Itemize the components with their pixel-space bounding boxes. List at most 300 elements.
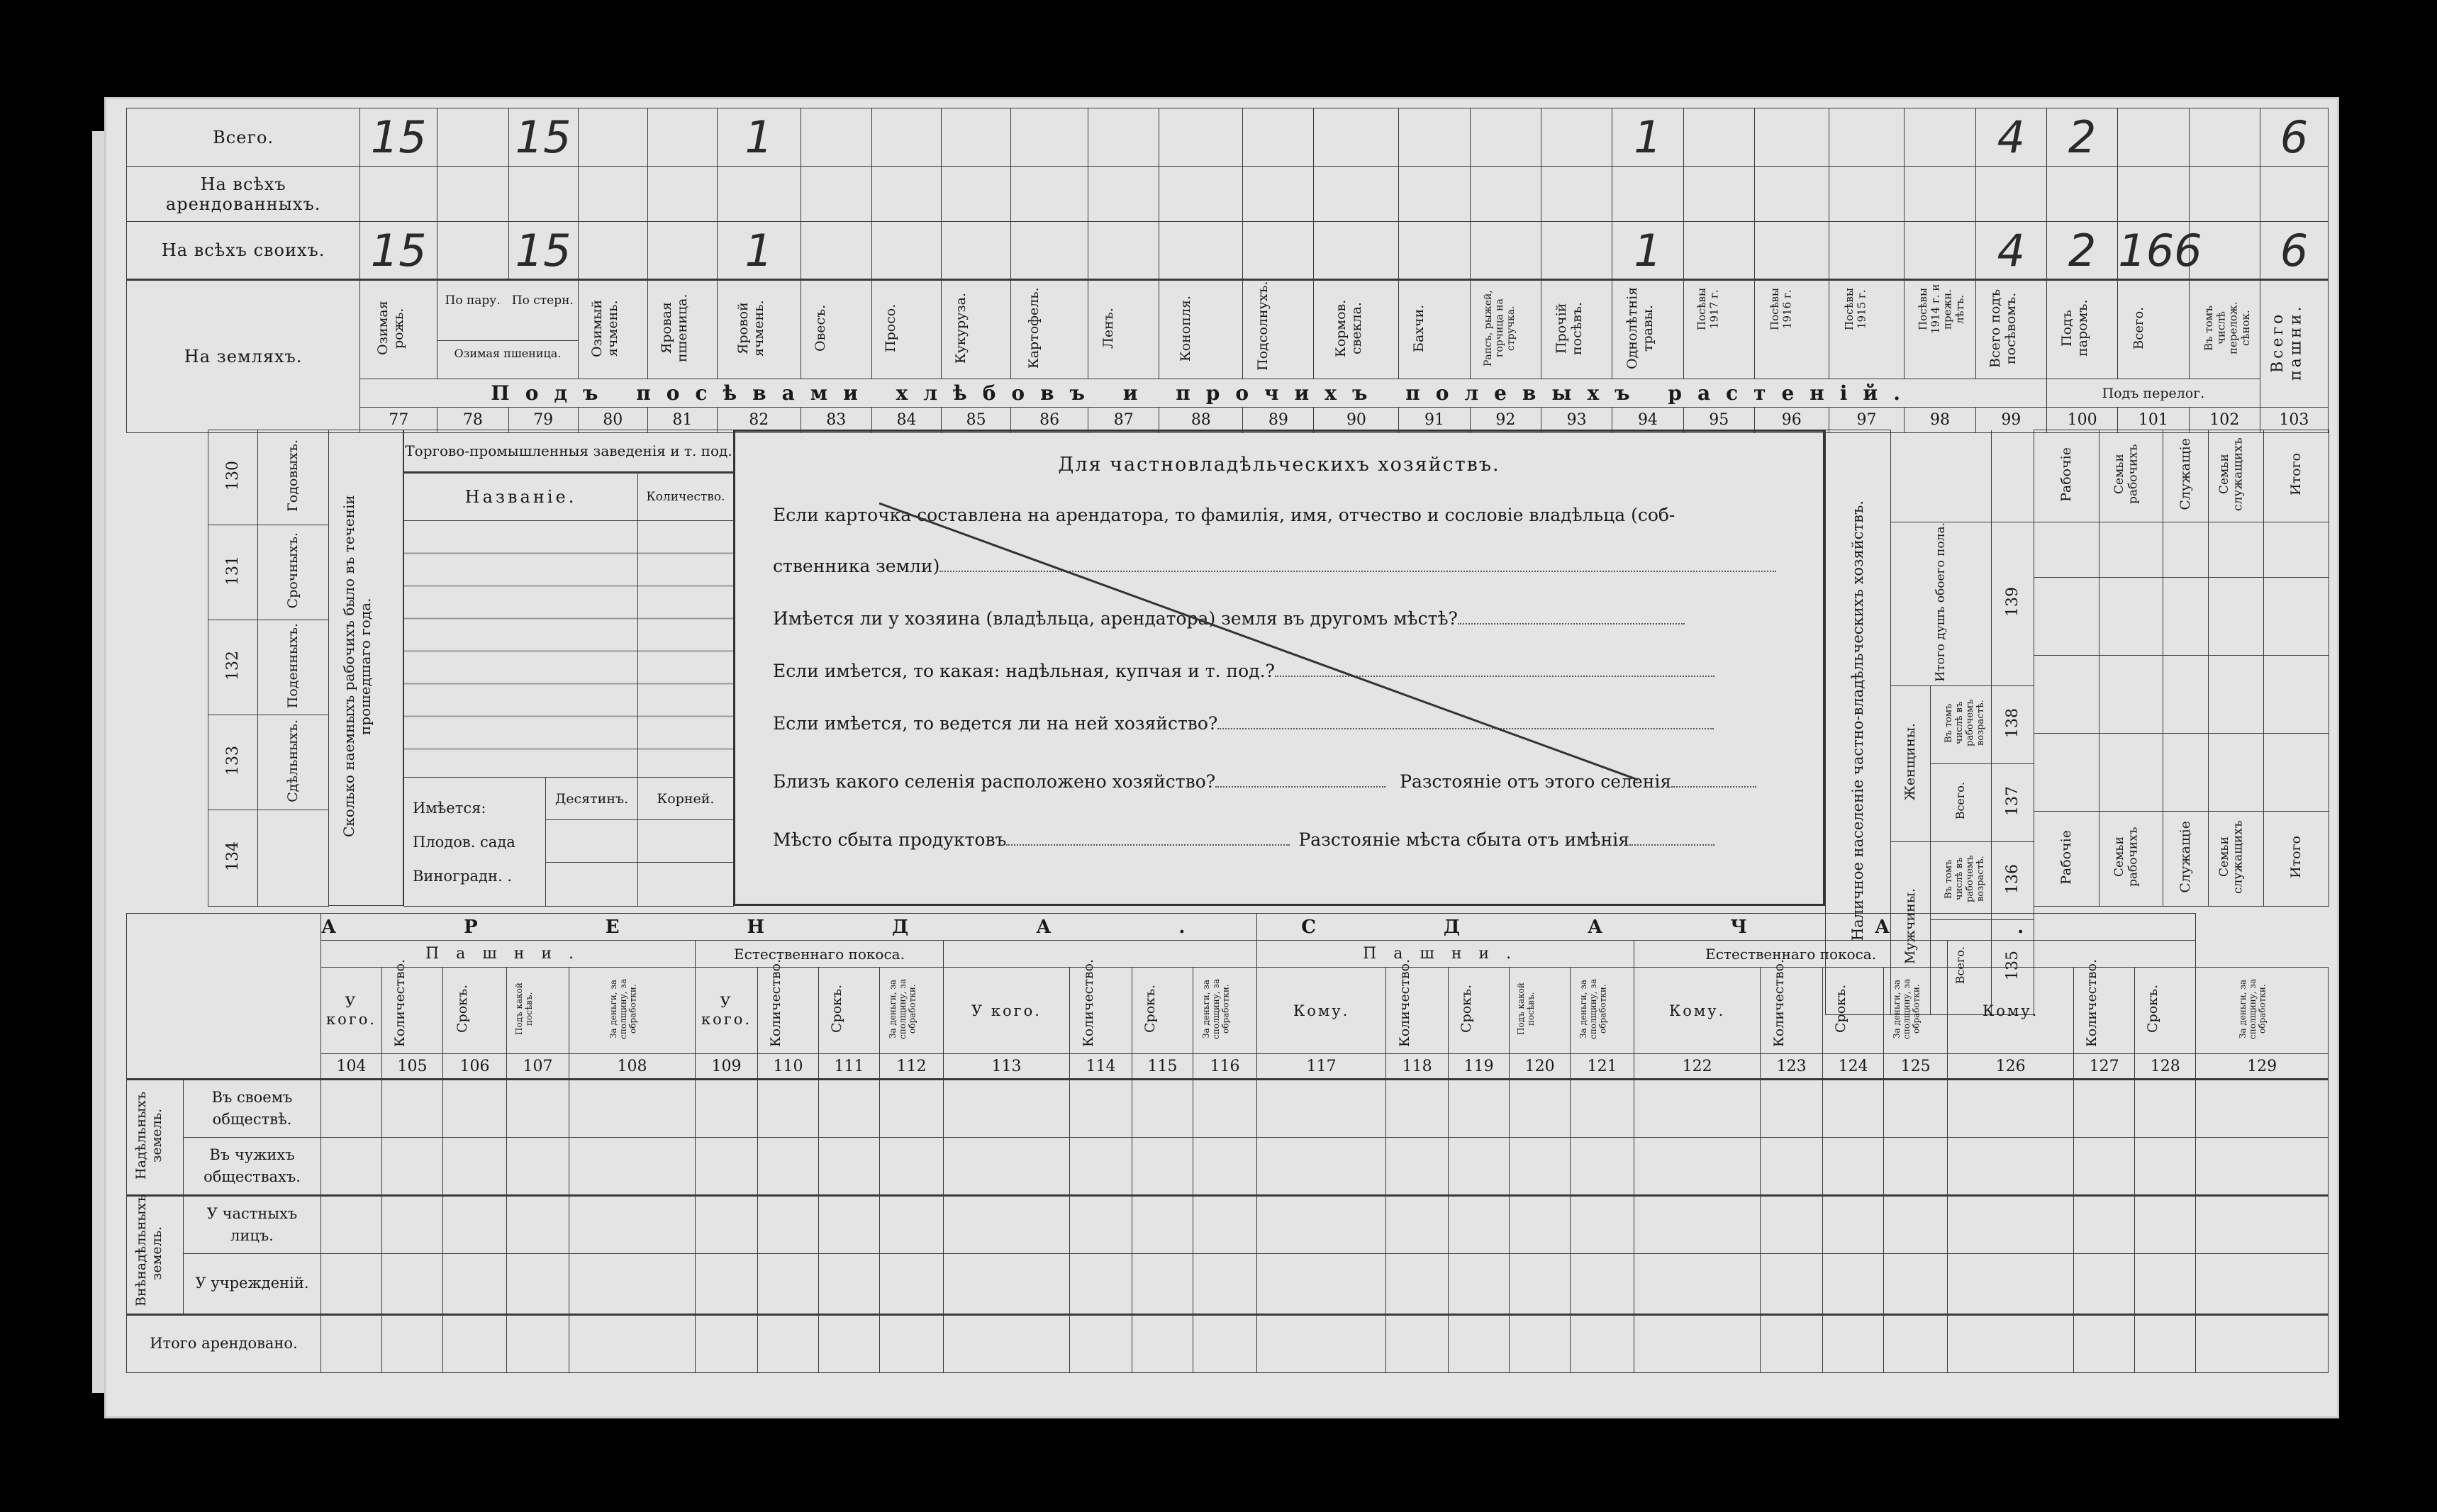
crop-col-label: Кукуруза. (952, 292, 969, 364)
lease-cell[interactable] (2196, 1196, 2329, 1254)
crop-value-cell (1683, 167, 1754, 222)
lease-cell[interactable] (1634, 1080, 1761, 1138)
col-num: 116 (1193, 1054, 1257, 1080)
lease-cell[interactable] (1884, 1315, 1948, 1373)
crop-col-label: Озимая рожь. (375, 301, 407, 355)
lease-col-header (1449, 968, 1510, 1054)
lease-col-label: Срокъ. (1458, 984, 1474, 1034)
lease-cell[interactable] (1884, 1254, 1948, 1315)
lease-col-header: У кого. (321, 968, 382, 1054)
lease-cell[interactable] (696, 1138, 758, 1196)
lease-cell[interactable] (944, 1138, 1070, 1196)
lease-cell[interactable] (569, 1315, 696, 1373)
box-title: Для частновладѣльческихъ хозяйствъ. (1058, 454, 1500, 476)
lease-cell[interactable] (758, 1138, 819, 1196)
row-label: Всего. (127, 108, 360, 167)
question-5b: Разстояніе отъ этого селенія (1400, 771, 1672, 792)
lease-cell[interactable] (819, 1254, 880, 1315)
col-num: 104 (321, 1054, 382, 1080)
lease-cell[interactable] (382, 1315, 443, 1373)
col-num: 80 (578, 408, 647, 433)
col-num: 100 (2046, 408, 2117, 433)
crop-col-label: Въ томъ числѣ перелож. сѣнок. (2202, 301, 2252, 354)
lease-cell[interactable] (1571, 1254, 1634, 1315)
lease-cell[interactable] (1823, 1254, 1884, 1315)
lease-cell[interactable] (1571, 1196, 1634, 1254)
lease-cell[interactable] (1634, 1138, 1761, 1196)
lease-cell[interactable] (1761, 1315, 1823, 1373)
lease-row-label: Въ чужихъ обществахъ. (184, 1138, 321, 1196)
col-num: 87 (1088, 408, 1159, 433)
col-num: 85 (942, 408, 1011, 433)
lease-cell[interactable] (1571, 1080, 1634, 1138)
lease-cell[interactable] (569, 1254, 696, 1315)
lease-cell[interactable] (1571, 1138, 1634, 1196)
handwritten-value: 6 (2280, 111, 2309, 163)
lease-cell[interactable] (1193, 1138, 1257, 1196)
lease-cell[interactable] (819, 1196, 880, 1254)
crop-col-label: Картофель. (1026, 287, 1042, 369)
lease-cell[interactable] (1070, 1138, 1132, 1196)
crop-value-cell (1088, 167, 1159, 222)
lease-col-label: Срокъ. (454, 984, 470, 1034)
pod-perelog-label: Подъ перелог. (2046, 379, 2260, 408)
lease-cell[interactable] (880, 1254, 944, 1315)
lease-cell[interactable] (1132, 1254, 1193, 1315)
lease-cell[interactable] (507, 1138, 569, 1196)
lease-col-header (1132, 968, 1193, 1054)
crop-value-cell (801, 167, 871, 222)
crop-value-cell (1829, 222, 1905, 280)
col-num: 103 (2260, 408, 2328, 433)
col-num: 139 (2003, 587, 2021, 617)
crop-value-cell (871, 108, 941, 167)
lease-cell[interactable] (1761, 1196, 1823, 1254)
crop-value-cell (1399, 167, 1470, 222)
col-num: 125 (1884, 1054, 1948, 1080)
crop-value-cell (508, 222, 578, 280)
crop-value-cell (1829, 108, 1905, 167)
col-num: 77 (360, 408, 437, 433)
crop-value-cell (1088, 108, 1159, 167)
col-num: 120 (1510, 1054, 1571, 1080)
crop-value-cell (942, 167, 1011, 222)
crop-value-cell (578, 108, 647, 167)
col-num: 97 (1829, 408, 1905, 433)
col-num: 128 (2135, 1054, 2196, 1080)
lease-col-header (382, 958, 443, 1054)
lease-cell[interactable] (1449, 1080, 1510, 1138)
lease-cell[interactable] (1132, 1080, 1193, 1138)
handwritten-value: 1 (745, 111, 773, 163)
workers-label: Рабочіе (2058, 829, 2074, 885)
lease-cell[interactable] (1257, 1080, 1386, 1138)
lease-col-label: Количество. (767, 958, 783, 1047)
handwritten-value: 166 (2118, 224, 2202, 276)
col-num: 92 (1470, 408, 1541, 433)
lease-cell[interactable] (507, 1254, 569, 1315)
nadel-group: Надѣльныхъ земель. (133, 1091, 164, 1180)
lease-cell[interactable] (1948, 1138, 2074, 1196)
crop-value-cell (871, 222, 941, 280)
crop-value-cell (801, 108, 871, 167)
crop-value-cell (1975, 108, 2046, 167)
crop-value-cell (1754, 167, 1829, 222)
lease-col-label: Срокъ. (828, 984, 844, 1034)
skolko-cell (328, 430, 403, 906)
lease-cell[interactable] (443, 1254, 507, 1315)
trade-name-lines (404, 521, 638, 778)
lease-cell[interactable] (382, 1138, 443, 1196)
col-num: 112 (880, 1054, 944, 1080)
col-num: 111 (819, 1054, 880, 1080)
handwritten-value: 4 (1997, 111, 2026, 163)
lease-col-header (507, 968, 569, 1054)
question-4: Если имѣется, то ведется ли на ней хозяйство? (773, 713, 1218, 734)
lease-cell[interactable] (1634, 1254, 1761, 1315)
lease-cell[interactable] (819, 1080, 880, 1138)
col-num: 121 (1571, 1054, 1634, 1080)
lease-cell[interactable] (443, 1138, 507, 1196)
lease-cell[interactable] (1449, 1196, 1510, 1254)
lease-cell[interactable] (1823, 1080, 1884, 1138)
lease-col-label: Подъ какой посѣвъ. (513, 982, 534, 1035)
lease-col-header: Кому. (1948, 968, 2074, 1054)
lease-cell[interactable] (1132, 1315, 1193, 1373)
col-num: 131 (223, 556, 242, 586)
crop-value-cell (1314, 108, 1399, 167)
col-num: 138 (2003, 707, 2021, 738)
lease-cell[interactable] (1510, 1080, 1571, 1138)
crop-col-label: По стерн. (511, 293, 574, 308)
na-zemlyakh-label: На земляхъ. (127, 280, 360, 433)
lease-cell[interactable] (1510, 1315, 1571, 1373)
crop-value-cell (2260, 222, 2328, 280)
crop-value-cell (2046, 108, 2117, 167)
crop-value-cell (1159, 222, 1243, 280)
handwritten-value: 15 (515, 111, 571, 163)
lease-cell[interactable] (1386, 1080, 1449, 1138)
crop-col-label: Рапсъ, рыжей, горчица на стручка. (1483, 289, 1517, 366)
col-num: 108 (569, 1054, 696, 1080)
lease-cell[interactable] (321, 1138, 382, 1196)
crop-value-cell (2118, 167, 2189, 222)
crop-value-cell (1399, 108, 1470, 167)
plodov-sada: Плодов. сада (413, 833, 515, 851)
lease-cell[interactable] (758, 1196, 819, 1254)
lease-cell[interactable] (321, 1080, 382, 1138)
desyatin: Десятинъ. (546, 778, 638, 820)
arenda-title: АРЕНДА. (321, 914, 1257, 941)
handwritten-value: 1 (745, 224, 773, 276)
lease-cell[interactable] (1070, 1080, 1132, 1138)
col-num: 126 (1948, 1054, 2074, 1080)
lease-cell[interactable] (1884, 1138, 1948, 1196)
lease-col-label: Количество. (1396, 958, 1412, 1047)
col-num: 84 (871, 408, 941, 433)
lease-cell[interactable] (758, 1315, 819, 1373)
trade-qty-lines (638, 521, 734, 778)
women-total: Всего. (1953, 782, 1968, 820)
col-num: 114 (1070, 1054, 1132, 1080)
lease-cell[interactable] (2196, 1138, 2329, 1196)
lease-cell[interactable] (1823, 1315, 1884, 1373)
lease-cell[interactable] (1761, 1138, 1823, 1196)
lease-cell[interactable] (382, 1254, 443, 1315)
lease-cell[interactable] (1948, 1196, 2074, 1254)
lease-cell[interactable] (1257, 1196, 1386, 1254)
lease-col-label: За деньги, за сполщину, за обработки. (1200, 978, 1231, 1039)
lease-cell[interactable] (2074, 1315, 2135, 1373)
lease-cell[interactable] (944, 1315, 1070, 1373)
lease-cell[interactable] (944, 1196, 1070, 1254)
lease-cell[interactable] (1193, 1080, 1257, 1138)
crop-value-cell (578, 167, 647, 222)
crop-value-cell (1754, 108, 1829, 167)
col-num: 88 (1159, 408, 1243, 433)
lease-cell[interactable] (2196, 1254, 2329, 1315)
crop-col-label: Посѣвы 1914 г. и прежн. лѣтъ. (1917, 284, 1966, 335)
question-6b: Разстояніе мѣста сбыта отъ имѣнія (1298, 829, 1630, 850)
col-num: 130 (223, 461, 242, 491)
lease-cell[interactable] (1449, 1138, 1510, 1196)
lease-cell[interactable] (1193, 1254, 1257, 1315)
lease-cell[interactable] (1070, 1254, 1132, 1315)
col-num: 93 (1541, 408, 1612, 433)
lease-cell[interactable] (321, 1254, 382, 1315)
lease-cell[interactable] (1510, 1254, 1571, 1315)
crop-value-cell (871, 167, 941, 222)
lease-cell[interactable] (1948, 1080, 2074, 1138)
col-num: 78 (437, 408, 508, 433)
lease-cell[interactable] (1257, 1315, 1386, 1373)
lease-cell[interactable] (1386, 1315, 1449, 1373)
lease-cell[interactable] (507, 1080, 569, 1138)
workers-daily: Поденныхъ. (284, 622, 301, 709)
lease-col-header (1070, 958, 1132, 1054)
handwritten-value: 2 (2068, 224, 2097, 276)
servants-label: Служащіе (2177, 821, 2193, 893)
total-label: Итого (2287, 836, 2304, 878)
lease-cell[interactable] (382, 1196, 443, 1254)
lease-cell[interactable] (2135, 1196, 2196, 1254)
crop-value-cell (2118, 108, 2189, 167)
lease-cell[interactable] (1386, 1254, 1449, 1315)
lease-cell[interactable] (880, 1138, 944, 1196)
crop-value-cell (437, 108, 508, 167)
crop-value-cell (1470, 108, 1541, 167)
imeetsya: Имѣется: (413, 799, 486, 817)
lease-cell[interactable] (321, 1196, 382, 1254)
lease-cell[interactable] (443, 1080, 507, 1138)
lease-cell[interactable] (1193, 1315, 1257, 1373)
crop-col-label: Яровой ячмень. (735, 299, 767, 357)
lease-cell[interactable] (1948, 1315, 2074, 1373)
lease-cell[interactable] (880, 1080, 944, 1138)
lease-cell[interactable] (443, 1196, 507, 1254)
col-num: 113 (944, 1054, 1070, 1080)
lease-cell[interactable] (2074, 1080, 2135, 1138)
crop-value-cell (1612, 108, 1683, 167)
lease-cell[interactable] (1386, 1196, 1449, 1254)
lease-cell[interactable] (944, 1080, 1070, 1138)
lease-cell[interactable] (1132, 1138, 1193, 1196)
lease-col-label: Срокъ. (1142, 984, 1158, 1034)
crop-value-cell (1159, 167, 1243, 222)
handwritten-value: 6 (2280, 224, 2309, 276)
lease-cell[interactable] (507, 1196, 569, 1254)
lease-cell[interactable] (696, 1196, 758, 1254)
lease-col-label: Подъ какой посѣвъ. (1515, 982, 1536, 1035)
col-num: 91 (1399, 408, 1470, 433)
crop-col-label: Всего подъ посѣвомъ. (1987, 288, 2019, 368)
lease-cell[interactable] (2135, 1080, 2196, 1138)
lease-cell[interactable] (758, 1080, 819, 1138)
lease-col-header (569, 968, 696, 1054)
lease-cell[interactable] (1634, 1196, 1761, 1254)
col-num: 132 (223, 651, 242, 681)
lease-col-header (2135, 968, 2196, 1054)
col-num: 99 (1975, 408, 2046, 433)
crop-col-label: Кормов. свекла. (1332, 298, 1364, 357)
col-num: 134 (223, 841, 242, 871)
lease-cell[interactable] (1823, 1138, 1884, 1196)
lease-cell[interactable] (2196, 1080, 2329, 1138)
nazvanie: Названіе. (404, 473, 638, 521)
lease-cell[interactable] (880, 1196, 944, 1254)
lease-cell[interactable] (2074, 1138, 2135, 1196)
lease-cell[interactable] (1386, 1138, 1449, 1196)
lease-cell[interactable] (1449, 1254, 1510, 1315)
lease-cell[interactable] (696, 1315, 758, 1373)
lease-cell[interactable] (1070, 1196, 1132, 1254)
lease-cell[interactable] (1257, 1138, 1386, 1196)
lease-col-header (1823, 968, 1884, 1054)
lease-cell[interactable] (1948, 1254, 2074, 1315)
col-num: 124 (1823, 1054, 1884, 1080)
lease-col-header (1884, 968, 1948, 1054)
crop-value-cell (1612, 167, 1683, 222)
lease-cell[interactable] (2135, 1254, 2196, 1315)
lease-cell[interactable] (1634, 1315, 1761, 1373)
vnenadel-group: Внѣнадѣльныхъ земель. (133, 1194, 164, 1306)
lease-col-label: Количество. (1770, 958, 1787, 1047)
workers-piece: Сдѣльныхъ. (284, 719, 301, 802)
col-num: 101 (2118, 408, 2189, 433)
lease-cell[interactable] (696, 1254, 758, 1315)
men: Мужчины. (1902, 888, 1918, 965)
lease-cell[interactable] (569, 1138, 696, 1196)
lease-cell[interactable] (1132, 1196, 1193, 1254)
crop-value-cell (437, 222, 508, 280)
lease-cell[interactable] (1449, 1315, 1510, 1373)
lease-cell[interactable] (2135, 1138, 2196, 1196)
trade-title: Торгово-промышленныя заведенія и т. под. (404, 430, 734, 473)
lease-cell[interactable] (819, 1138, 880, 1196)
crop-value-cell (2118, 222, 2202, 280)
crop-col-label: Просо. (883, 303, 899, 352)
lease-cell[interactable] (1571, 1315, 1634, 1373)
women-working-age: Въ томъ числѣ въ рабочемъ возрастѣ. (1943, 699, 1986, 746)
col-num: 129 (2196, 1054, 2329, 1080)
lease-col-label: Количество. (391, 958, 408, 1047)
question-2: Имѣется ли у хозяина (владѣльца, арендатора) земля въ другомъ мѣстѣ? (773, 608, 1458, 629)
lease-cell[interactable] (1257, 1254, 1386, 1315)
lease-cell[interactable] (1510, 1138, 1571, 1196)
lease-cell[interactable] (2074, 1196, 2135, 1254)
question-5: Близъ какого селенія расположено хозяйство? (773, 771, 1216, 792)
lease-cell[interactable] (1510, 1196, 1571, 1254)
lease-cell[interactable] (2135, 1315, 2196, 1373)
lease-row-label: У частныхъ лицъ. (184, 1196, 321, 1254)
crop-value-cell (1612, 222, 1683, 280)
lease-cell[interactable] (1761, 1080, 1823, 1138)
lease-col-header (443, 968, 507, 1054)
lease-cell[interactable] (1761, 1254, 1823, 1315)
servants-families-label: Семьи служащихъ (2216, 820, 2246, 894)
blank (1948, 941, 2196, 968)
question-1b: ственника земли) (773, 556, 940, 576)
crop-value-cell (647, 167, 717, 222)
lease-col-header (2196, 968, 2329, 1054)
lease-cell[interactable] (1823, 1196, 1884, 1254)
lease-cell[interactable] (1070, 1315, 1132, 1373)
lease-cell[interactable] (1193, 1196, 1257, 1254)
crop-col-label: Овесъ. (813, 304, 829, 352)
lease-cell[interactable] (1884, 1080, 1948, 1138)
lease-cell[interactable] (382, 1080, 443, 1138)
crop-value-cell (2189, 108, 2260, 167)
lease-col-header: Кому. (1257, 968, 1386, 1054)
lease-cell[interactable] (507, 1315, 569, 1373)
lease-col-header (819, 968, 880, 1054)
lease-cell[interactable] (819, 1315, 880, 1373)
lease-col-header (758, 958, 819, 1054)
lease-cell[interactable] (443, 1315, 507, 1373)
lease-col-header (1510, 968, 1571, 1054)
lease-col-label: Срокъ. (1832, 984, 1848, 1034)
lease-cell[interactable] (321, 1315, 382, 1373)
crop-value-cell (1243, 222, 1314, 280)
col-num: 107 (507, 1054, 569, 1080)
col-num: 79 (508, 408, 578, 433)
lease-col-header (880, 968, 944, 1054)
crop-col-label: Яровая пшеница. (659, 293, 691, 362)
lease-cell[interactable] (569, 1196, 696, 1254)
lease-cell[interactable] (944, 1254, 1070, 1315)
lease-col-header (1571, 968, 1634, 1054)
lease-cell[interactable] (880, 1315, 944, 1373)
lease-cell[interactable] (1884, 1196, 1948, 1254)
crop-table (126, 108, 2329, 433)
blank (944, 941, 1257, 968)
handwritten-value: 1 (1634, 111, 1662, 163)
lease-cell[interactable] (569, 1080, 696, 1138)
lease-cell[interactable] (2196, 1315, 2329, 1373)
lease-cell[interactable] (758, 1254, 819, 1315)
crop-value-cell (647, 108, 717, 167)
crop-value-cell (360, 108, 437, 167)
col-num: 106 (443, 1054, 507, 1080)
lease-cell[interactable] (2074, 1254, 2135, 1315)
row-label: На всѣхъ арендованныхъ. (127, 167, 360, 222)
crop-value-cell (508, 167, 578, 222)
crop-value-cell (1470, 222, 1541, 280)
crop-value-cell (942, 108, 1011, 167)
crop-value-cell (1314, 167, 1399, 222)
col-num: 109 (696, 1054, 758, 1080)
lease-cell[interactable] (696, 1080, 758, 1138)
